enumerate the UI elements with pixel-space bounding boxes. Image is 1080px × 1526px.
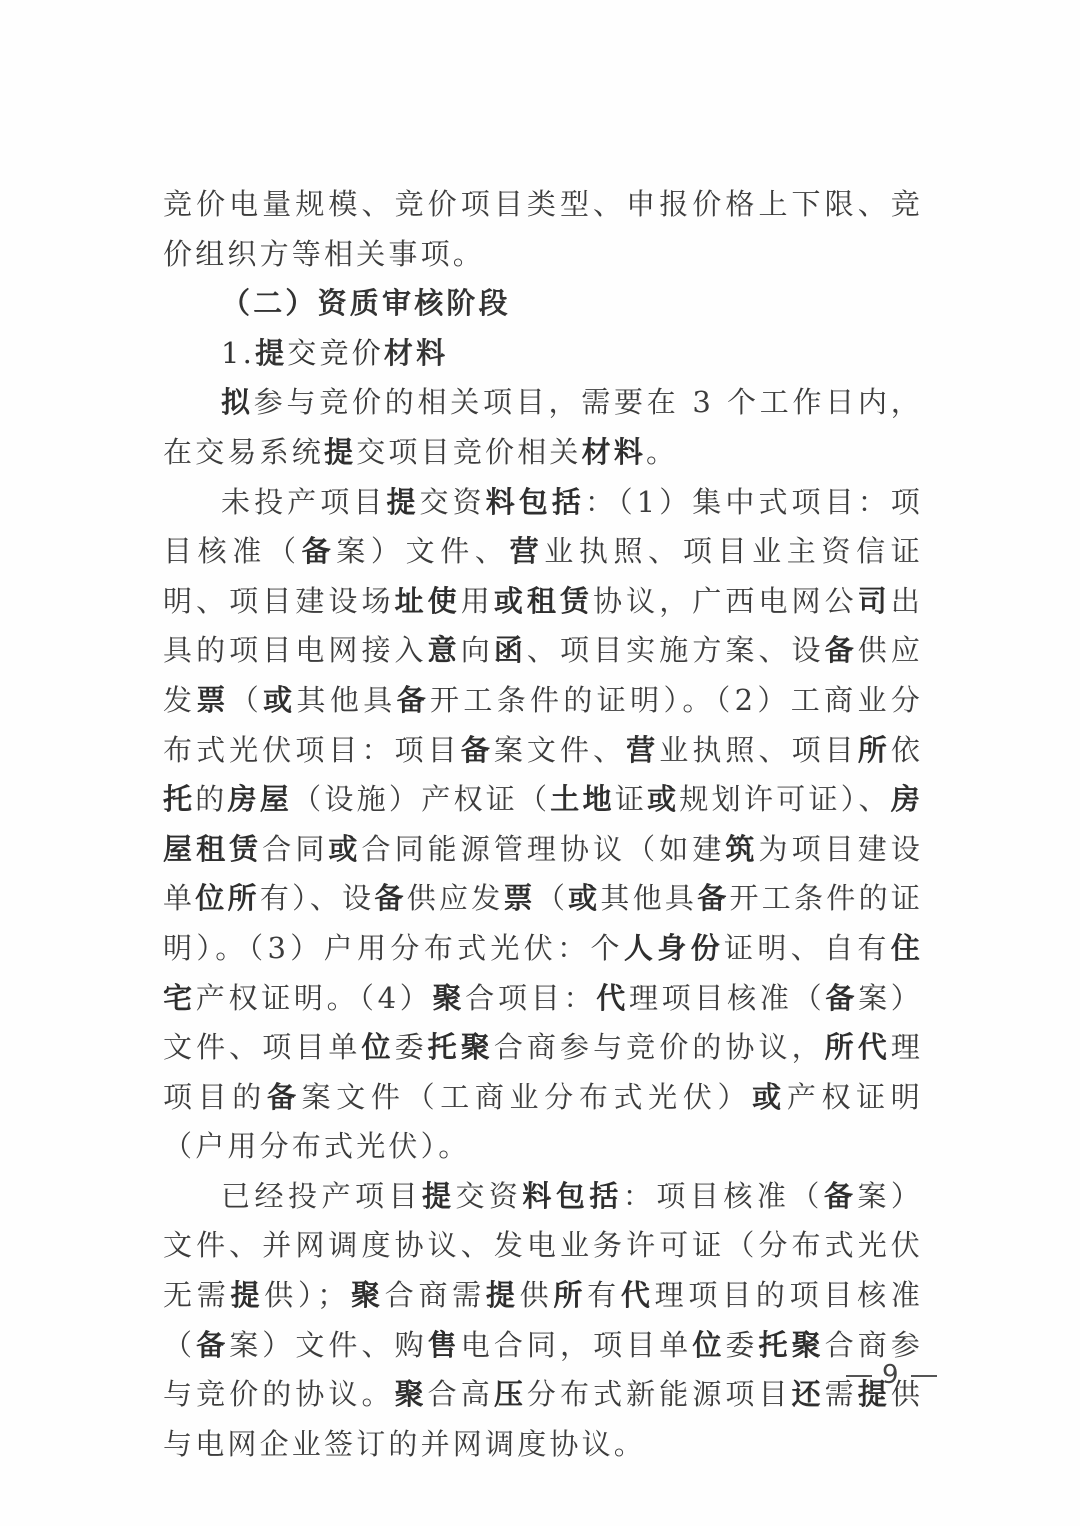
text-run: 合同 [262, 831, 329, 866]
text-run-bold: 备 [697, 881, 730, 916]
text-run-bold: 聚 [394, 1377, 428, 1412]
text-run-bold: 房屋 [227, 782, 293, 817]
text-run-bold: 备 [374, 881, 407, 916]
text-run-bold: 或 [568, 881, 601, 916]
text-run: 协议，广西电网公 [593, 583, 858, 618]
text-run: 供）； [264, 1278, 350, 1313]
text-run: 供应发 [163, 633, 924, 717]
text-run: 委 [394, 1030, 428, 1065]
text-run-bold: 代 [596, 980, 629, 1015]
text-run-bold: 所代 [824, 1030, 891, 1065]
text-run-bold: 提 [230, 1278, 265, 1313]
text-run-bold: 司 [857, 583, 891, 618]
text-run-bold: 托聚 [758, 1327, 825, 1362]
document-body [163, 180, 923, 1469]
text-run-bold: 位 [361, 1030, 395, 1065]
text-run: （设施）产权证（ [292, 782, 551, 817]
text-run: 案文件、 [493, 732, 627, 767]
text-run: 、项目实施方案、设 [526, 633, 825, 668]
text-run-bold: 或租赁 [493, 583, 594, 618]
text-run-bold: 托 [163, 782, 196, 817]
text-run: 其他具 [296, 682, 397, 717]
text-run-bold: 聚 [432, 980, 466, 1015]
text-run-bold: 备 [825, 980, 859, 1015]
text-run-bold: 人身份 [623, 930, 724, 965]
text-run: 已经投产项目 [221, 1178, 422, 1213]
page-number [836, 1360, 947, 1390]
text-run: 供应发 [406, 881, 504, 916]
text-run-bold: 或 [263, 682, 297, 717]
text-run: 开工条件的证明）。（2）工商业分布式光伏项目：项目 [163, 682, 924, 767]
text-run-bold: 址使 [394, 583, 461, 618]
text-run-bold: 售 [427, 1327, 461, 1362]
text-run: 案）文件、 [336, 534, 510, 569]
text-run-bold: 票 [196, 682, 230, 717]
text-run-bold: 压 [493, 1377, 527, 1412]
text-run: 理项目的项目核准（ [163, 1278, 924, 1362]
text-run: 合同能源管理协议（如建 [361, 831, 726, 866]
text-run-bold: 营 [509, 534, 545, 569]
text-run-bold: 备 [196, 1327, 230, 1362]
text-run: 证 [614, 782, 648, 817]
text-run: 证明、自有 [723, 930, 891, 965]
text-run-bold: 所 [857, 732, 891, 767]
text-run: 有）、设 [259, 881, 375, 916]
text-run-bold: 或 [752, 1079, 787, 1114]
text-run-bold: 提 [857, 1377, 891, 1412]
text-run-bold: 托聚 [427, 1030, 494, 1065]
text-run-bold: 料包括 [522, 1178, 623, 1213]
text-run-bold: 代 [620, 1278, 655, 1313]
dash-left [846, 1375, 872, 1377]
text-run: 参与竞价的相关项目，需要在 3 个工作日内，在交易系统 [163, 385, 923, 469]
text-run: 案）文件、购 [229, 1327, 428, 1362]
text-run-bold: 土地 [550, 782, 615, 817]
text-run: 理项目核准（ [628, 980, 826, 1015]
text-run: 其他具 [600, 881, 698, 916]
text-run-bold: 聚 [349, 1278, 385, 1313]
text-run: 竞价电量规模、竞价项目类型、申报价格上下限、竞价组织方等相关事项。 [163, 187, 923, 271]
text-run: 业执照、项目业主资信证明、项目建设场 [163, 534, 923, 618]
text-run: 合高 [427, 1377, 494, 1412]
text-run-bold: 意 [427, 633, 461, 668]
text-run-bold: 或 [647, 782, 680, 817]
text-run-bold: 提 [485, 1278, 520, 1313]
text-run-bold: 备 [823, 1178, 858, 1213]
text-run-bold: 备 [460, 732, 494, 767]
text-run: 业执照、项目 [659, 732, 858, 767]
text-run-bold: 营 [626, 732, 660, 767]
text-run: 有 [587, 1278, 621, 1313]
sub-heading-title [255, 336, 448, 370]
text-run-bold: 提 [255, 335, 288, 370]
text-run-bold: 提 [386, 484, 420, 519]
text-run-bold: 材料 [581, 434, 647, 469]
text-run: 案）文件、项目单 [163, 980, 923, 1065]
text-run: 需 [824, 1377, 858, 1412]
text-run: ：项目核准（ [622, 1178, 824, 1213]
text-run: 产权证明。（4） [195, 980, 433, 1015]
sub-heading-number: 1. [221, 335, 256, 370]
text-run-bold: 备 [266, 1079, 302, 1114]
text-run: 理项目的 [163, 1030, 924, 1114]
text-run: 案）文件、并网调度协议、发电业务许可证（分布式光伏无需 [163, 1178, 924, 1313]
text-run: 。 [646, 434, 679, 469]
text-run-bold: 所 [553, 1278, 588, 1313]
text-run-bold: 提 [324, 434, 357, 469]
text-run-bold: 住宅 [163, 930, 923, 1015]
text-run: 交资 [419, 484, 486, 519]
text-run: 交项目竞价相关 [356, 434, 582, 469]
paragraph-submit-materials [163, 378, 923, 477]
text-run: 为项目建设单 [163, 831, 924, 916]
text-run-bold: 位 [692, 1327, 726, 1362]
text-run: 合项目： [465, 980, 597, 1015]
text-run: 开工条件的证明）。（3）户用分布式光伏：个 [163, 881, 924, 965]
text-run-bold: 还 [791, 1377, 825, 1412]
text-run: ：（1）集中式项目：项目核准（ [163, 484, 923, 569]
text-run: 产权证明（户用分布式光伏）。 [163, 1079, 923, 1164]
text-run: 电合同，项目单 [460, 1327, 693, 1362]
text-run: 合商需 [384, 1278, 486, 1313]
text-run: 分布式新能源项目 [526, 1377, 792, 1412]
text-run: 交资 [455, 1178, 523, 1213]
text-run-bold: 函 [493, 633, 527, 668]
text-run: 交竞价 [287, 335, 384, 370]
text-run: 用 [460, 583, 494, 618]
text-run-bold: 筑 [725, 831, 759, 866]
section-heading: （二）资质审核阶段 [221, 286, 511, 321]
text-run: 未投产项目 [221, 484, 387, 519]
text-run: 依 [890, 732, 924, 767]
text-run: 合商参与竞价的协议。 [163, 1327, 924, 1412]
text-run: 的 [195, 782, 228, 817]
text-run: 委 [725, 1327, 759, 1362]
paragraph-produced-projects [163, 1172, 923, 1470]
dash-right [911, 1375, 937, 1377]
text-run: 供与电网企业签订的并网调度协议。 [163, 1377, 924, 1461]
page-number-value: 9 [882, 1360, 901, 1390]
text-run: 规划许可证）、 [679, 782, 891, 817]
text-run: 案文件（工商业分布式光伏） [301, 1079, 753, 1114]
text-run-bold: 备 [396, 682, 430, 717]
text-run: （ [535, 881, 569, 916]
paragraph-intro-continuation [163, 180, 923, 279]
text-run-bold: 房屋租赁 [163, 782, 924, 866]
text-run-bold: 备 [301, 534, 337, 569]
text-run: 供 [519, 1278, 554, 1313]
paragraph-unproduced-projects [163, 478, 923, 1172]
text-run-bold: 材料 [383, 335, 449, 370]
text-run-bold: 提 [421, 1178, 456, 1213]
text-run-bold: 或 [328, 831, 362, 866]
text-run: 出具的项目电网接入 [163, 583, 924, 668]
text-run-bold: 备 [824, 633, 858, 668]
text-run: 合商参与竞价的协议， [493, 1030, 825, 1065]
text-run: 向 [460, 633, 494, 668]
text-run-bold: 料包括 [485, 484, 585, 519]
text-run-bold: 位所 [195, 881, 260, 916]
text-run-bold: 票 [503, 881, 536, 916]
sub-heading [163, 329, 923, 379]
text-run-bold: 拟 [221, 385, 254, 420]
text-run: （ [229, 682, 264, 717]
